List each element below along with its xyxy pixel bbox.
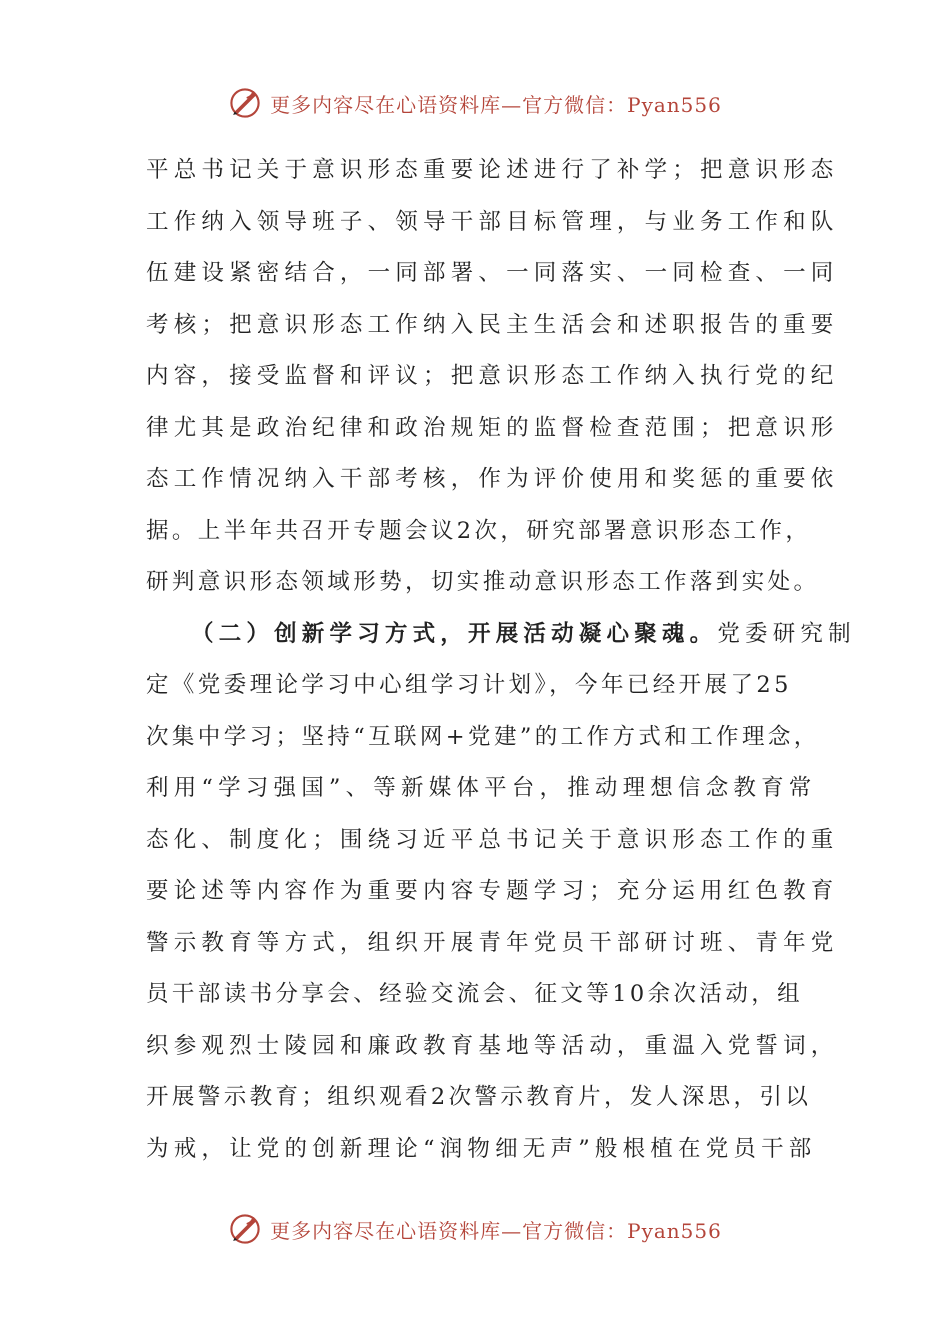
text-line: 开展警示教育；组织观看2次警示教育片，发人深思，引以 bbox=[146, 1084, 812, 1110]
section-heading-line bbox=[146, 609, 856, 661]
text-line: 要论述等内容作为重要内容专题学习；充分运用红色教育 bbox=[146, 878, 839, 904]
text-line: 为戒，让党的创新理论“润物细无声”般根植在党员干部 bbox=[146, 1135, 817, 1162]
text-line: 伍建设紧密结合，一同部署、一同落实、一同检查、一同 bbox=[146, 260, 839, 286]
text-line: 平总书记关于意识形态重要论述进行了补学；把意识形态 bbox=[146, 157, 839, 183]
text-line: 织参观烈士陵园和廉政教育基地等活动，重温入党誓词， bbox=[146, 1032, 839, 1059]
text-line-tail: 党委研究制 bbox=[717, 620, 856, 647]
text-line: 员干部读书分享会、经验交流会、征文等10余次活动，组 bbox=[146, 981, 804, 1007]
footer-watermark-text: 更多内容尽在心语资料库—官方微信：Pyan556 bbox=[270, 1218, 722, 1243]
text-line: 警示教育等方式，组织开展青年党员干部研讨班、青年党 bbox=[146, 929, 839, 956]
pen-logo-icon bbox=[228, 86, 262, 120]
text-line: 内容，接受监督和评议；把意识形态工作纳入执行党的纪 bbox=[146, 363, 839, 389]
footer-watermark bbox=[0, 1209, 950, 1249]
document-body bbox=[146, 145, 856, 1175]
text-line: 定《党委理论学习中心组学习计划》，今年已经开展了25 bbox=[146, 672, 792, 698]
text-line: 态化、制度化；围绕习近平总书记关于意识形态工作的重 bbox=[146, 826, 839, 853]
text-line: 工作纳入领导班子、领导干部目标管理，与业务工作和队 bbox=[146, 208, 839, 235]
pen-logo-icon bbox=[228, 1212, 262, 1246]
text-line: 考核；把意识形态工作纳入民主生活会和述职报告的重要 bbox=[146, 311, 839, 338]
text-line: 利用“学习强国”、等新媒体平台，推动理想信念教育常 bbox=[146, 775, 817, 801]
text-line: 律尤其是政治纪律和政治规矩的监督检查范围；把意识形 bbox=[146, 414, 839, 441]
section-heading: （二）创新学习方式，开展活动凝心聚魂。 bbox=[191, 620, 718, 647]
text-line: 据。上半年共召开专题会议2次，研究部署意识形态工作， bbox=[146, 517, 812, 544]
text-line: 研判意识形态领域形势，切实推动意识形态工作落到实处。 bbox=[146, 569, 820, 595]
header-watermark-text: 更多内容尽在心语资料库—官方微信：Pyan556 bbox=[270, 92, 722, 117]
header-watermark bbox=[0, 83, 950, 123]
text-line: 次集中学习；坚持“互联网+党建”的工作方式和工作理念， bbox=[146, 723, 820, 750]
text-line: 态工作情况纳入干部考核，作为评价使用和奖惩的重要依 bbox=[146, 466, 839, 492]
